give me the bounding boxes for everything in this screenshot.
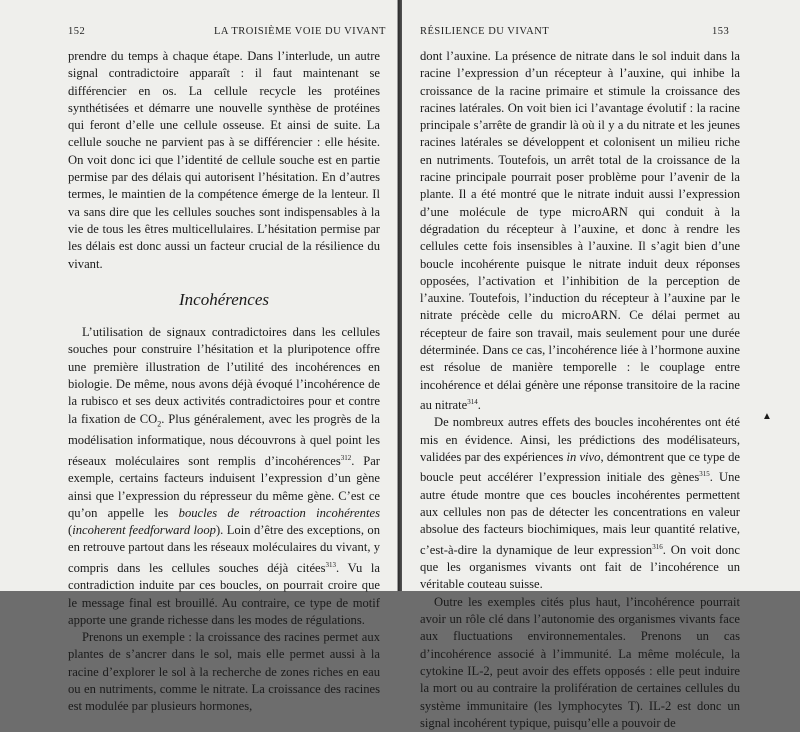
footnote-ref-312: 312 bbox=[340, 453, 352, 462]
section-title: Incohérences bbox=[179, 289, 269, 309]
right-page bbox=[402, 0, 800, 730]
co2-subscript: 2 bbox=[157, 419, 162, 429]
right-page-number: 153 bbox=[712, 26, 730, 37]
margin-mark: ▲ bbox=[762, 411, 772, 422]
right-paragraph-1: dont l’auxine. La présence de nitrate dans le sol induit dans la racine l’expression d’un récepteur à l’auxine, qui inhibe la croissance de la racine primaire et stimule la croissance des racines latérales. On voit bien ici l’avantage évolutif : la racine principale s’arrête de grandir là où il y a du nitrate et les jeunes racines latérales se développent et colonisent un milieu riche en nutriments. Toutefois, un arrêt total de la croissance de la racine principale pourrait poser problème pour l’avenir de la plante. Il a été montré que le nitrate induit aussi l’expression d’une molécule de type microARN qui conduit à la dégradation du récepteur à l’auxine, et donc à rendre les cellules cette fois insensibles à l’auxine. Il s’agit bien d’une boucle incohérente puisque le nitrate induit deux réponses opposées, l’activation et l’inhibition de la perception de l’auxine. Toutefois, l’induction du récepteur à l’auxine par le nitrate précède celle du microARN. Ce délai permet au récepteur de faire son travail, mais seulement pour une durée déterminée. Dans ce cas, l’incohérence liée à l’hormone auxine est résolue de manière temporelle : le couplage entre incohérence et délai génère une réponse transitoire de la racine au nitrate$^{314}$. bbox=[420, 49, 740, 413]
right-paragraph-2: De nombreux autres effets des boucles incohérentes ont été mis en évidence. Ainsi, les prédictions des modélisateurs, validées par des expériences in vivo, démontrent que ce type de boucle peut accélérer l’expression initiale des gènes$^{315}$. Une autre étude montre que ces boucles incohérentes permettent aux cellules non pas de détecter les concentrations en valeur absolue des facteurs biochimiques, mais leur quantité relative, c’est-à-dire la dynamique de leur expression$^{316}$. On voit donc que les organismes vivants ont fait de l’incohérence un véritable couteau suisse. bbox=[420, 415, 740, 592]
left-body-text bbox=[68, 48, 380, 716]
right-running-head: RÉSILIENCE DU VIVANT bbox=[420, 26, 550, 37]
right-body-text bbox=[420, 48, 740, 732]
left-page bbox=[0, 0, 398, 714]
footnote-ref-315: 315 bbox=[699, 470, 710, 479]
left-paragraph-3: Prenons un exemple : la croissance des racines permet aux plantes de s’ancrer dans le sol, mais elle permet aussi à la racine d’explorer le sol à la recherche de zones riches en eau ou en nutriments, comme le nitrate. La croissance des racines est modulée par plusieurs hormones, bbox=[68, 630, 380, 714]
footnote-ref-316: 316 bbox=[652, 542, 663, 551]
left-running-head: LA TROISIÈME VOIE DU VIVANT bbox=[214, 26, 386, 37]
footnote-ref-313: 313 bbox=[325, 560, 337, 569]
footnote-ref-314: 314 bbox=[467, 397, 478, 406]
left-page-number: 152 bbox=[68, 26, 86, 37]
right-paragraph-3: Outre les exemples cités plus haut, l’incohérence pourrait avoir un rôle clé dans l’autonomie des organismes vivants face aux fluctuations environnementales. Prenons un cas d’incohérence associé à l’immunité. La même molécule, la cytokine IL-2, peut avoir des effets opposés : elle peut induire la mort ou au contraire la prolifération de certaines cellules du système immunitaire (les lymphocytes T). IL-2 est donc un signal incohérent typique, puisqu’elle a pouvoir de bbox=[420, 594, 740, 730]
left-paragraph-1: prendre du temps à chaque étape. Dans l’interlude, un autre signal contradictoire apparaît : il faut maintenant se différencier en os. La cellule recycle les protéines synthétisées et démarre une nouvelle synthèse de protéines qui feront d’elle une cellule osseuse. Et ainsi de suite. La cellule souche ne parvient pas à se différencier : elle hésite. On voit donc ici que l’identité de cellule souche est en partie permise par des délais qui autorisent l’hésitation. En d’autres termes, le maintien de la compétence émerge de la lenteur. Il va sans dire que les cellules souches sont indispensables à la vie de tous les êtres multicellulaires. L’hésitation permise par les délais est donc aussi un facteur crucial de la résilience du vivant. bbox=[68, 49, 380, 271]
left-paragraph-2: L’utilisation de signaux contradictoires dans les cellules souches pour construire l’hésitation et la pluripotence offre une première illustration de l’utilité des incohérences en biologie. De même, nous avons déjà évoqué l’incohérence de la rubisco et ses deux activités contradictoires pour et contre la fixation de $CO_2$. Plus généralement, avec les progrès de la modélisation informatique, nous découvrons à quel point les réseaux moléculaires sont remplis d’incohérences$^{312}$. Par exemple, certains facteurs induisent l’expression d’un gène ainsi que l’expression du répresseur du même gène. C’est ce qu’on appelle les boucles de rétroaction incohérentes (incoherent feedforward loop). Loin d’être des exceptions, on en retrouve partout dans les réseaux moléculaires du vivant, y compris dans les cellules souches déjà citées$^{313}$. Vu la contradiction induite par ces boucles, on pourrait croire que le message final est brouillé. Au contraire, ce type de motif apporte une grande richesse dans les modes de régulations. bbox=[68, 325, 380, 627]
